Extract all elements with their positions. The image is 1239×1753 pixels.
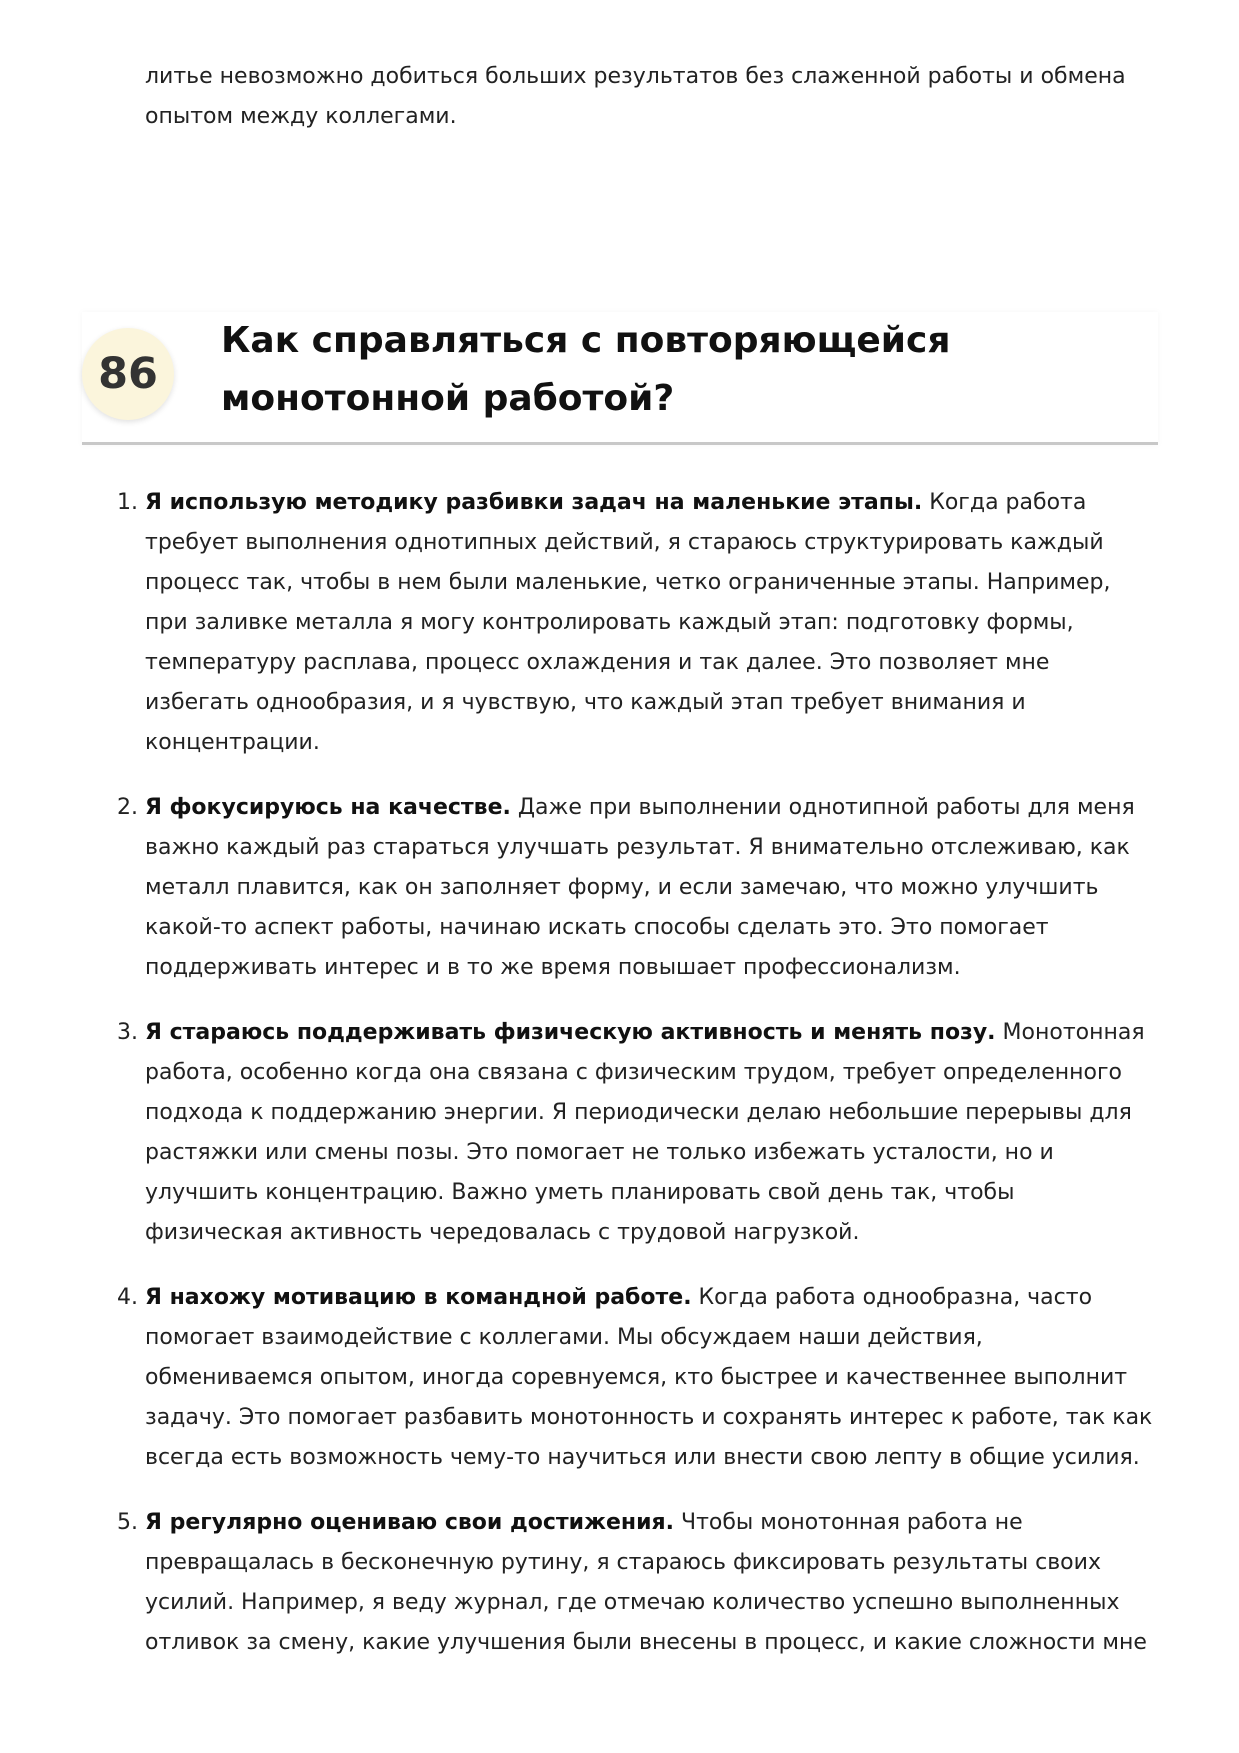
- answer-number: 4.: [117, 1285, 138, 1310]
- answer-text: Когда работа однообразна, часто помогает взаимодействие с коллегами. Мы обсуждаем наши действия, обмениваемся опытом, иногда соревнуемся, кто быстрее и качественнее выполнит задачу. Это помогает разбавить монотонность и сохранять интерес к работе, так как всегда есть возможность чему-то научиться или внести свою лепту в общие усилия.: [145, 1285, 1153, 1470]
- answer-item: [117, 483, 1155, 763]
- question-header: [82, 312, 1158, 445]
- answer-text: Монотонная работа, особенно когда она связана с физическим трудом, требует определенного подхода к поддержанию энергии. Я периодически делаю небольшие перерывы для растяжки или смены позы. Это помогает не только избежать усталости, но и улучшить концентрацию. Важно уметь планировать свой день так, чтобы физическая активность чередовалась с трудовой нагрузкой.: [145, 1020, 1145, 1245]
- answer-item: [117, 1278, 1155, 1478]
- answer-text: Чтобы монотонная работа не превращалась в бесконечную рутину, я стараюсь фиксировать результаты своих усилий. Например, я веду журнал, где отмечаю количество успешно выполненных отливок за смену, какие улучшения были внесены в процесс, и какие сложности мне: [145, 1510, 1147, 1655]
- answer-number: 2.: [117, 795, 138, 820]
- answer-lead: Я использую методику разбивки задач на маленькие этапы.: [145, 490, 923, 515]
- answer-item: [117, 1503, 1155, 1663]
- answer-number: 1.: [117, 490, 138, 515]
- answer-lead: Я стараюсь поддерживать физическую активность и менять позу.: [145, 1020, 996, 1045]
- answer-number: 3.: [117, 1020, 138, 1045]
- answer-list: [117, 483, 1155, 1688]
- answer-text: Когда работа требует выполнения однотипных действий, я стараюсь структурировать каждый процесс так, чтобы в нем были маленькие, четко ограниченные этапы. Например, при заливке металла я могу контролировать каждый этап: подготовку формы, температуру расплава, процесс охлаждения и так далее. Это позволяет мне избегать однообразия, и я чувствую, что каждый этап требует внимания и концентрации.: [145, 490, 1111, 755]
- answer-item: [117, 788, 1155, 988]
- answer-lead: Я регулярно оцениваю свои достижения.: [145, 1510, 674, 1535]
- question-number-badge: 86: [82, 328, 174, 420]
- question-title: Как справляться с повторяющейся монотонной работой?: [221, 320, 951, 419]
- answer-lead: Я нахожу мотивацию в командной работе.: [145, 1285, 692, 1310]
- answer-number: 5.: [117, 1510, 138, 1535]
- answer-text: Даже при выполнении однотипной работы для меня важно каждый раз стараться улучшать результат. Я внимательно отслеживаю, как металл плавится, как он заполняет форму, и если замечаю, что можно улучшить какой-то аспект работы, начинаю искать способы сделать это. Это помогает поддерживать интерес и в то же время повышает профессионализм.: [145, 795, 1135, 980]
- answer-lead: Я фокусируюсь на качестве.: [145, 795, 511, 820]
- intro-paragraph: литье невозможно добиться больших результатов без слаженной работы и обмена опытом между коллегами.: [145, 64, 1126, 129]
- answer-item: [117, 1013, 1155, 1253]
